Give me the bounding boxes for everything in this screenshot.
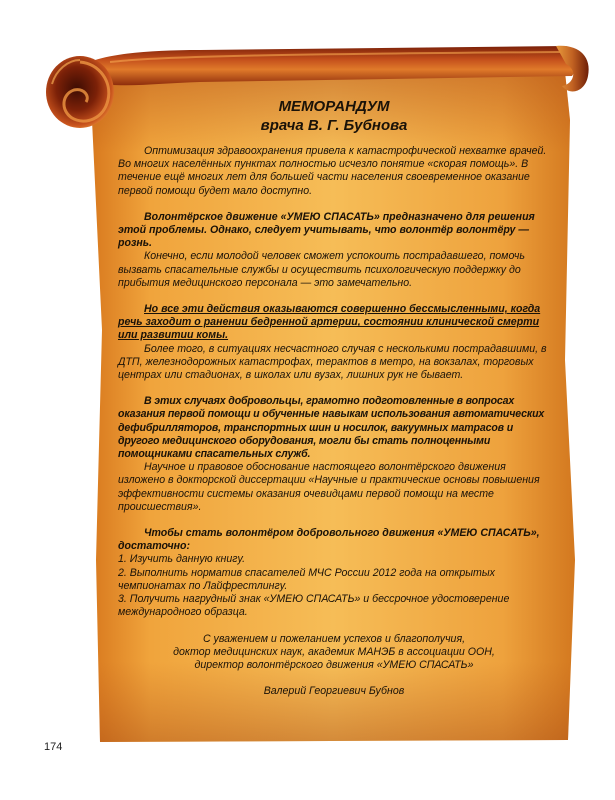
closing-line: директор волонтёрского движения «УМЕЮ СПАСАТЬ» (194, 658, 474, 671)
signature: Валерий Георгиевич Бубнов (263, 685, 405, 698)
page-number: 174 (44, 741, 63, 753)
trained-heading: В этих случаях добровольцы, грамотно подготовленные в вопросах оказания первой помощи и обученные навыкам использования автоматических дефибрилляторов, транспортных шин и носилок, вакуумных матрасов и другого медицинского оборудования, могли бы стать полноценными помощниками спасательных служб. (118, 395, 545, 461)
closing-line: С уважением и пожеланием успехов и благополучия, (202, 632, 466, 645)
scroll-left-curl (46, 56, 114, 128)
useless-paragraph: Более того, в ситуациях несчастного случая с несколькими пострадавшими, в ДТП, железнодорожных катастрофах, терактов в метро, на вокзалах, торговых центрах или стадионах, в школах или вузах, лишних рук не бывает. (118, 342, 547, 382)
memorandum-text (118, 97, 550, 698)
volunteer-heading: Волонтёрское движение «УМЕЮ СПАСАТЬ» предназначено для решения этой проблемы. Однако, следует учитывать, что волонтёр волонтёру — рознь. (118, 210, 535, 250)
intro-paragraph: Оптимизация здравоохранения привела к катастрофической нехватке врачей. Во многих населённых пунктах полностью исчезло понятие «скорая помощь». В течение ещё многих лет для большей части населения своевременное оказание первой помощи будет мало доступно. (118, 145, 547, 197)
trained-paragraph: Научное и правовое обоснование настоящего волонтёрского движения изложено в докторской диссертации «Научные и практические основы повышения эффективности системы оказания очевидцами первой помощи на месте происшествия». (118, 461, 540, 513)
volunteer-paragraph: Конечно, если молодой человек сможет успокоить пострадавшего, помочь вызвать спасательные службы и осуществить психологическую поддержку до прибытия медицинского персонала — это замечательно. (118, 250, 525, 289)
step-item: 2. Выполнить норматив спасателей МЧС России 2012 года на открытых чемпионатах по Лайфрестлингу. (118, 566, 495, 592)
closing-line: доктор медицинских наук, академик МАНЭБ в ассоциации ООН, (173, 645, 495, 658)
step-item: 3. Получить нагрудный знак «УМЕЮ СПАСАТЬ» и бессрочное удостоверение международного образца. (118, 593, 510, 619)
step-item: 1. Изучить данную книгу. (118, 553, 246, 566)
memo-subtitle: врача В. Г. Бубнова (260, 117, 408, 134)
steps-heading: Чтобы стать волонтёром добровольного движения «УМЕЮ СПАСАТЬ», достаточно: (118, 527, 540, 553)
memo-title: МЕМОРАНДУМ (278, 98, 390, 115)
useless-heading: Но все эти действия оказываются совершенно бессмысленными, когда речь заходит о ранении бедренной артерии, состоянии клинической смерти или развитии комы. (118, 303, 541, 342)
